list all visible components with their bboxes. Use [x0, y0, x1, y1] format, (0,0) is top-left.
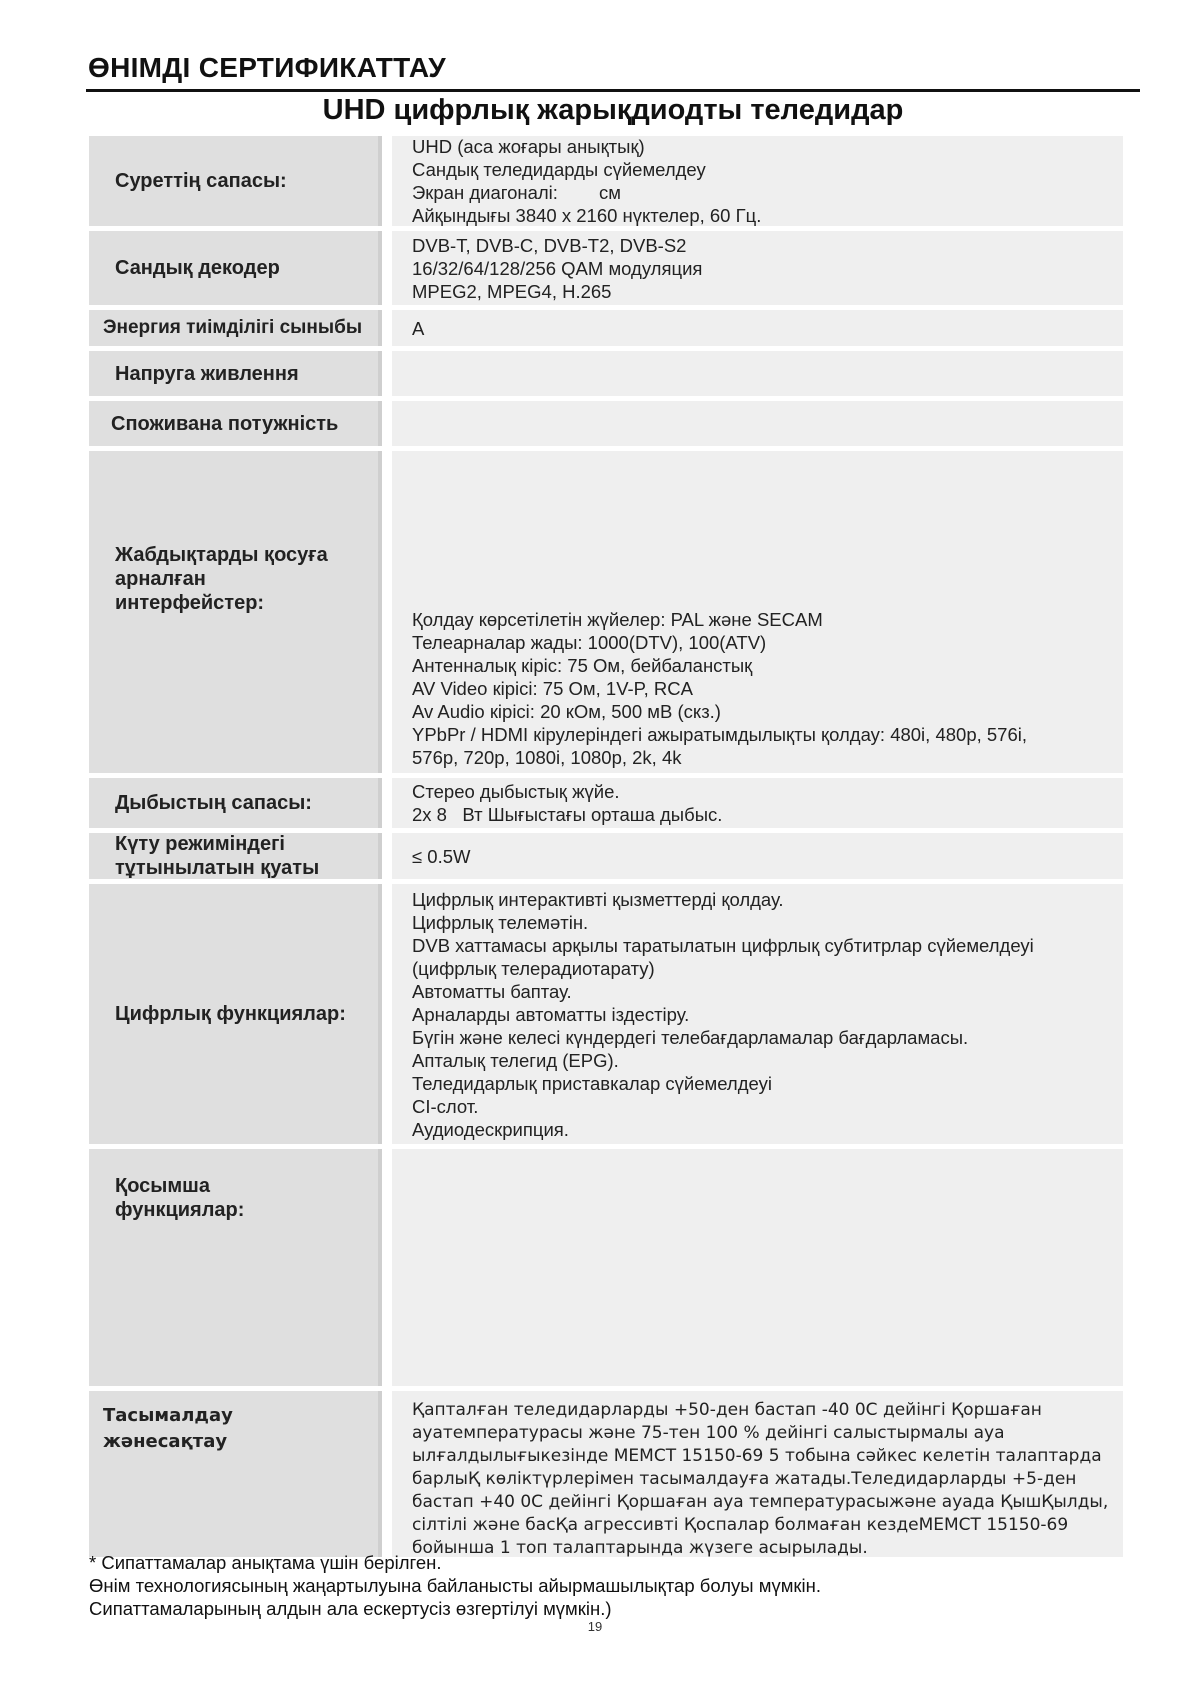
spec-value	[392, 884, 1123, 1144]
footnote	[89, 1551, 821, 1620]
spec-label: Цифрлық функциялар:	[89, 884, 382, 1144]
spec-value-line: Айқындығы 3840 x 2160 нүктелер, 60 Гц.	[412, 205, 762, 226]
spec-label: Сандық декодер	[89, 231, 382, 305]
spec-value-line: Антенналық кіріс: 75 Ом, бейбаланстық	[412, 655, 753, 676]
spec-value-line: Бүгін және келесі күндердегі телебағдарламалар бағдарламасы.	[412, 1026, 969, 1048]
spec-value	[392, 1149, 1123, 1386]
spec-value	[392, 351, 1123, 396]
spec-value-line: Автоматты баптау.	[412, 980, 572, 1002]
spec-value-line: Қапталған теледидарларды +50-ден бастап -40 0С дейінгі Қоршаған	[412, 1400, 1042, 1420]
spec-label: Энергия тиімділігі сыныбы	[89, 310, 382, 346]
spec-value-line: A	[412, 317, 425, 339]
spec-value	[392, 401, 1123, 446]
spec-value-line: AV Video кірісі: 75 Ом, 1V-P, RCA	[412, 678, 693, 699]
spec-row-energy-class	[89, 310, 1123, 346]
spec-label: Суреттің сапасы:	[89, 136, 382, 226]
spec-label-line: Күту режиміндегі	[115, 833, 285, 855]
spec-label	[89, 451, 382, 773]
spec-value-line: бастап +40 0С дейінгі Қоршаған ауа температурасыжәне ауада ҚышҚылды,	[412, 1492, 1109, 1512]
spec-label: Дыбыстың сапасы:	[89, 778, 382, 828]
spec-value-line: барлыҚ көліктүрлерімен тасымалдауға жатады.Теледидарларды +5-ден	[412, 1469, 1077, 1489]
spec-value-line: сілтілі және басҚа агрессивті Қоспалар болмаған кездеМЕМСТ 15150-69	[412, 1515, 1069, 1535]
spec-value	[392, 451, 1123, 773]
spec-label-line: интерфейстер:	[115, 592, 265, 614]
spec-row-sound-quality	[89, 778, 1123, 828]
spec-value-line: MPEG2, MPEG4, H.265	[412, 280, 612, 302]
spec-row-power-consumption	[89, 401, 1123, 446]
spec-value	[392, 136, 1123, 226]
spec-value	[392, 1391, 1123, 1557]
page-section-title: ӨНІМДІ СЕРТИФИКАТТАУ	[88, 52, 446, 83]
spec-value-line: Телеарналар жады: 1000(DTV), 100(ATV)	[412, 632, 767, 653]
spec-value-line: ≤ 0.5W	[412, 845, 471, 867]
spec-row-picture-quality	[89, 136, 1123, 226]
page-number: 19	[587, 1619, 603, 1634]
spec-row-transport-storage	[89, 1391, 1123, 1557]
spec-value	[392, 310, 1123, 346]
footnote-line: Сипаттамаларының алдын ала ескертусіз өзгертілуі мүмкін.)	[89, 1598, 612, 1619]
spec-row-digital-decoder	[89, 231, 1123, 305]
spec-table	[89, 136, 1123, 1557]
spec-value-line: CI-слот.	[412, 1095, 479, 1117]
spec-value-line: Теледидарлық приставкалар сүйемелдеуі	[412, 1072, 772, 1094]
spec-label-line: Жабдықтарды қосуға	[115, 544, 328, 566]
spec-value-line: UHD (аса жоғары анықтық)	[412, 136, 645, 157]
product-title: UHD цифрлық жарықдиодты теледидар	[322, 94, 904, 126]
spec-label	[89, 1391, 382, 1557]
spec-label-line: жәнесақтау	[103, 1431, 228, 1452]
spec-value	[392, 833, 1123, 879]
spec-value-line: ылғалдылығыкезінде МЕМСТ 15150-69 5 тобына сәйкес келетін талаптарда	[412, 1446, 1102, 1466]
spec-value-line: 2x 8 Вт Шығыстағы орташа дыбыс.	[412, 804, 723, 825]
spec-value-line: бойынша 1 топ талаптарында жүзеге асырылады.	[412, 1538, 868, 1558]
spec-value-line: ауатемпературасы және 75-тен 100 % дейінгі салыстырмалы ауа	[412, 1423, 1005, 1443]
spec-label-line: тұтынылатын қуаты	[115, 857, 320, 879]
spec-value-line: Цифрлық телемәтін.	[412, 911, 589, 933]
spec-value-line: Арналарды автоматты іздестіру.	[412, 1003, 690, 1025]
spec-row-additional-functions	[89, 1149, 1123, 1386]
spec-label	[89, 1149, 382, 1386]
spec-label-line: арналған	[115, 568, 206, 590]
spec-value-line: DVB-T, DVB-C, DVB-T2, DVB-S2	[412, 234, 687, 256]
spec-label: Напруга живлення	[89, 351, 382, 396]
spec-value-line: Аудиодескрипция.	[412, 1118, 569, 1140]
spec-value-line: Сандық теледидарды сүйемелдеу	[412, 159, 706, 180]
spec-label: Споживана потужність	[89, 401, 382, 446]
spec-value-line: Апталық телегид (EPG).	[412, 1049, 619, 1071]
footnote-line: Өнім технологиясының жаңартылуына байланысты айырмашылықтар болуы мүмкін.	[89, 1575, 821, 1596]
spec-value-line: Стерео дыбыстық жүйе.	[412, 781, 620, 802]
spec-value-line: Экран диагоналі: см	[412, 182, 622, 203]
spec-value-line: DVB хаттамасы арқылы таратылатын цифрлық субтитрлар сүйемелдеуі	[412, 934, 1034, 956]
spec-value-line: Av Audio кірісі: 20 кОм, 500 мВ (скз.)	[412, 701, 721, 722]
header-divider	[86, 89, 1140, 92]
spec-row-supply-voltage	[89, 351, 1123, 396]
spec-value	[392, 778, 1123, 828]
spec-value-line: 576p, 720p, 1080i, 1080p, 2k, 4k	[412, 747, 682, 768]
spec-row-digital-functions	[89, 884, 1123, 1144]
spec-row-interfaces	[89, 451, 1123, 773]
footnote-line: * Сипаттамалар анықтама үшін берілген.	[89, 1552, 442, 1573]
spec-label-line: Тасымалдау	[103, 1405, 233, 1426]
spec-value-line: Қолдау көрсетілетін жүйелер: PAL және SECAM	[412, 609, 823, 630]
spec-label	[89, 833, 382, 879]
spec-label-line: Қосымша	[115, 1175, 210, 1197]
spec-value-line: (цифрлық телерадиотарату)	[412, 957, 655, 979]
spec-value	[392, 231, 1123, 305]
spec-label-line: функциялар:	[115, 1199, 245, 1221]
spec-row-standby-power	[89, 833, 1123, 879]
spec-value-line: Цифрлық интерактивті қызметтерді қолдау.	[412, 888, 784, 910]
spec-value-line: 16/32/64/128/256 QAM модуляция	[412, 257, 703, 279]
spec-value-line: YPbPr / HDMI кірулеріндегі ажыратымдылықты қолдау: 480i, 480p, 576i,	[412, 724, 1027, 745]
